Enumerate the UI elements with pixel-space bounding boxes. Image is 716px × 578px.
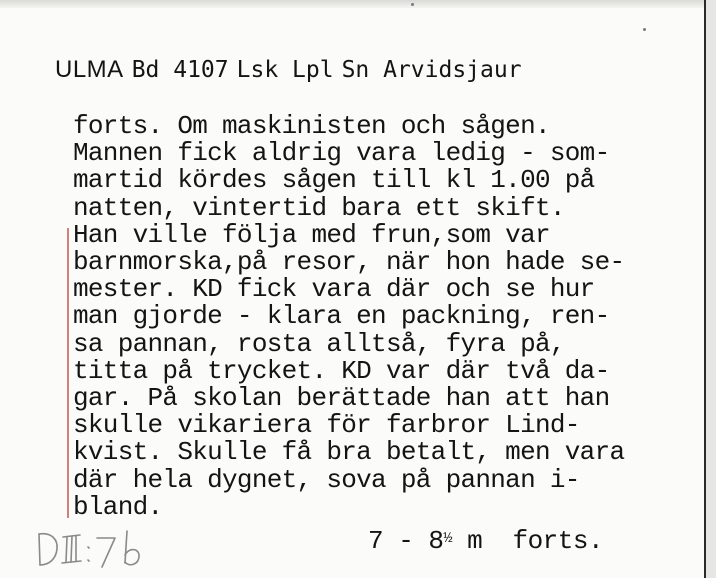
- transcript-line: natten, vintertid bara ett skift.: [73, 192, 565, 223]
- transcript-line: titta på trycket. KD var där två da-: [73, 355, 610, 386]
- record-code: Bd 4107: [131, 57, 229, 83]
- transcript-body: [73, 113, 624, 521]
- transcript-line: där hela dygnet, sova på pannan i-: [73, 464, 580, 495]
- parish-name: Sn Arvidsjaur: [341, 57, 522, 83]
- range-fraction: ½: [443, 530, 453, 547]
- range-start: 7 - 8: [368, 526, 444, 556]
- scan-right-margin: [706, 0, 716, 578]
- transcript-line: skulle vikariera för farbror Lind-: [73, 410, 580, 441]
- continued-label: forts.: [512, 526, 604, 556]
- transcript-line: mester. KD fick vara där och se hur: [73, 274, 595, 305]
- transcript-line: gar. På skolan berättade han att han: [73, 383, 610, 414]
- handwritten-annotation: [36, 527, 156, 573]
- scan-speck: [643, 28, 646, 31]
- transcript-line: bland.: [73, 491, 163, 522]
- transcript-line: martid kördes sågen till kl 1.00 på: [73, 165, 595, 196]
- scan-top-edge: [0, 0, 716, 8]
- region-code: Lsk Lpl: [236, 57, 334, 83]
- footer-range: [368, 526, 603, 556]
- transcript-line: Han ville följa med frun,som var: [73, 219, 550, 250]
- card-header: [55, 56, 522, 84]
- archive-label: ULMA: [55, 56, 124, 83]
- range-unit: m: [467, 526, 483, 556]
- margin-mark-line: [67, 228, 69, 518]
- transcript-line: man gjorde - klara en packning, ren-: [73, 301, 610, 332]
- transcript-line: barnmorska,på resor, när hon hade se-: [73, 247, 625, 278]
- scan-speck: [411, 3, 414, 6]
- transcript-line: sa pannan, rosta alltså, fyra på,: [73, 328, 565, 359]
- transcript-line: kvist. Skulle få bra betalt, men vara: [73, 437, 625, 468]
- transcript-line: forts. Om maskinisten och sågen.: [73, 111, 550, 141]
- transcript-line: Mannen fick aldrig vara ledig - som-: [73, 138, 610, 169]
